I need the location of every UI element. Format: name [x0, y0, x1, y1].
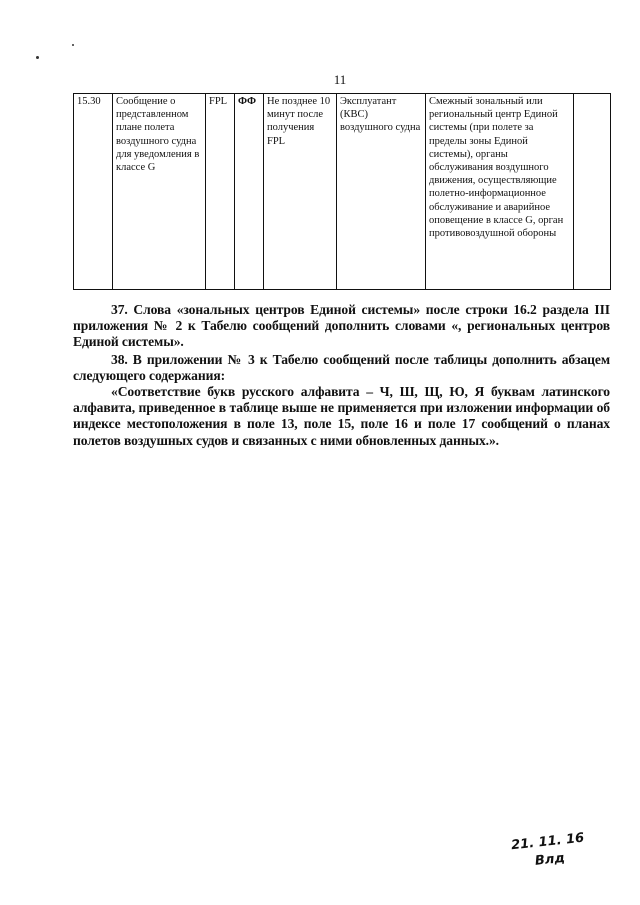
paragraph-38: 38. В приложении № 3 к Табелю сообщений после таблицы дополнить абзацем следующего содержания: [73, 352, 610, 384]
scan-speck [72, 44, 74, 46]
cell-empty [574, 94, 611, 290]
cell-type: FPL [206, 94, 235, 290]
cell-recipient: Смежный зональный или региональный центр Единой системы (при полете за пределы зоны Единой системы), органы обслуживания воздушного движения, осуществляющие полетно-информационное обслуживание и аварийное оповещение в классе G, орган противовоздушной обороны [426, 94, 574, 290]
page-number: 11 [333, 72, 347, 87]
cell-sender: Эксплуатант (КВС) воздушного судна [337, 94, 426, 290]
cell-number: 15.30 [74, 94, 113, 290]
message-table [73, 93, 611, 290]
cell-code: ФФ [235, 94, 264, 290]
handwritten-date: 21. 11. 16 [510, 830, 585, 854]
paragraph-37: 37. Слова «зональных центров Единой системы» после строки 16.2 раздела III приложения № 2 к Табелю сообщений дополнить словами «, региональных центров Единой системы». [73, 302, 610, 350]
scan-speck [36, 56, 39, 59]
handwritten-signature: Влд [534, 850, 566, 869]
handwritten-note [510, 827, 613, 873]
cell-message: Сообщение о представленном плане полета воздушного судна для уведомления в классе G [113, 94, 206, 290]
cell-time: Не позднее 10 минут после получения FPL [264, 94, 337, 290]
paragraph-38-quote: «Соответствие букв русского алфавита – Ч, Ш, Щ, Ю, Я буквам латинского алфавита, приведенное в таблице выше не применяется при изложении информации об индексе местоположения в поле 13, поле 15, поле 16 и поле 17 сообщений о планах полетов воздушных судов и связанных с ними обновленных данных.». [73, 384, 610, 448]
table-row [74, 94, 611, 290]
